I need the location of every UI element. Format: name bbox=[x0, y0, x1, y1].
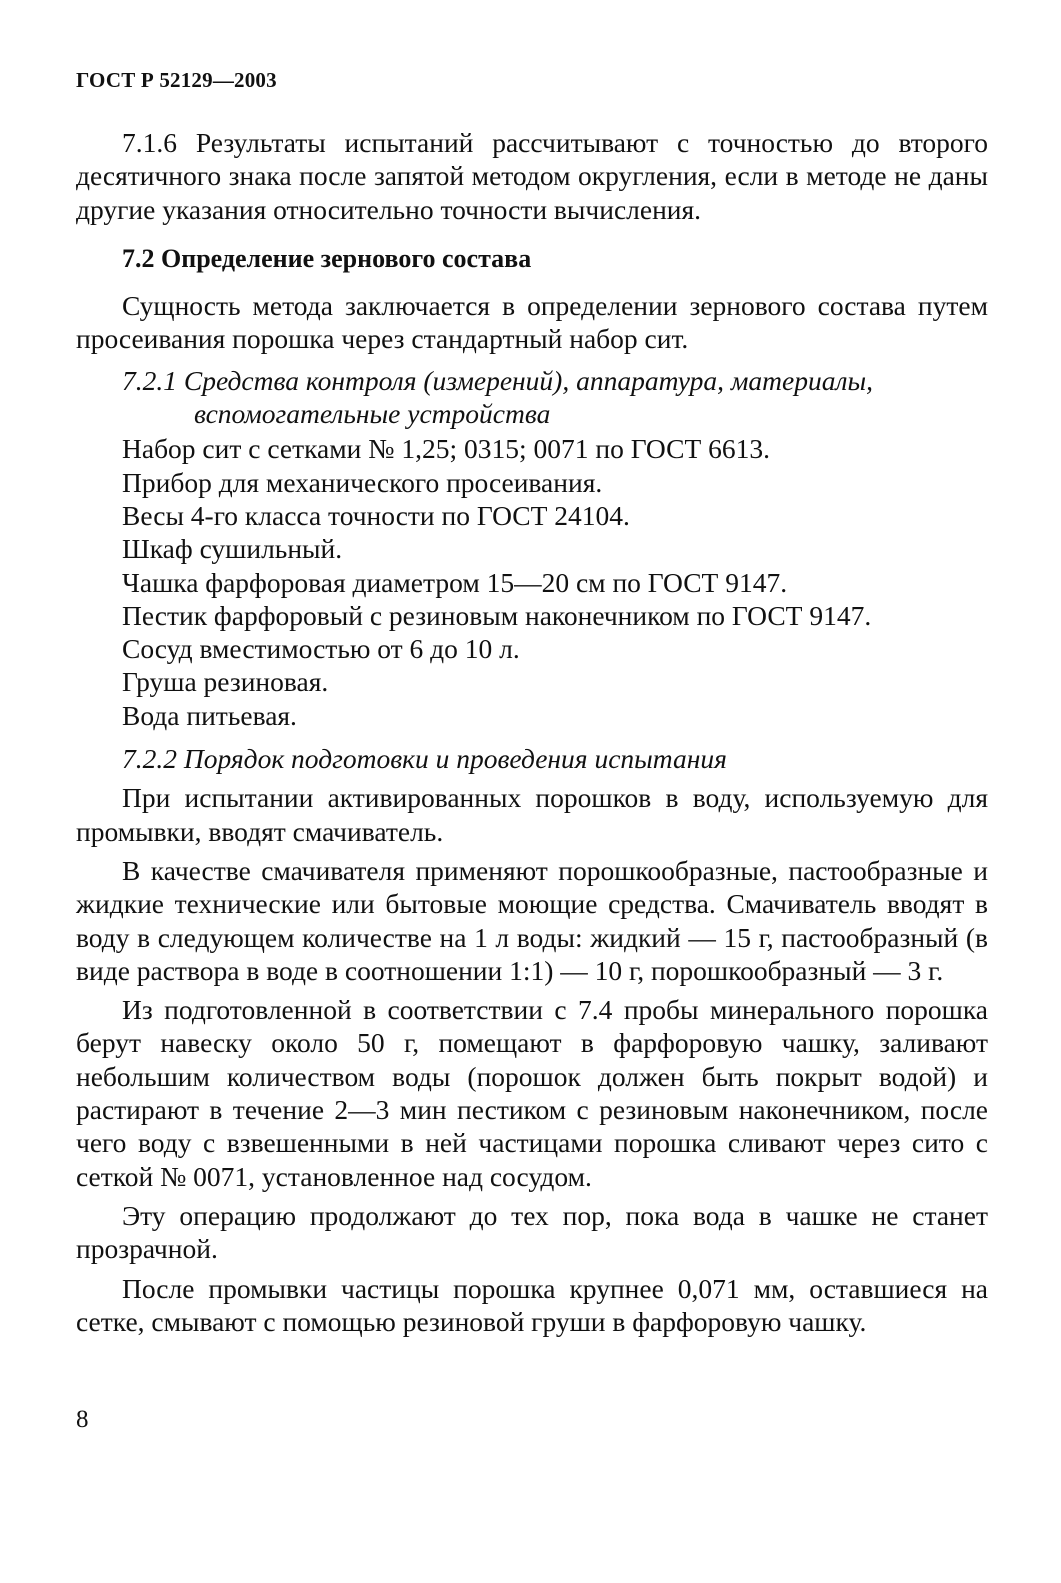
equipment-item: Пестик фарфоровый с резиновым наконечником по ГОСТ 9147. bbox=[122, 599, 872, 631]
equipment-item: Вода питьевая. bbox=[122, 699, 297, 731]
equipment-item: Шкаф сушильный. bbox=[122, 533, 343, 565]
procedure-paragraph: Эту операцию продолжают до тех пор, пока вода в чашке не станет прозрачной. bbox=[76, 1199, 988, 1265]
procedure-paragraph: При испытании активированных порошков в воду, используемую для промывки, вводят смачиватель. bbox=[76, 782, 988, 847]
equipment-item: Прибор для механического просеивания. bbox=[122, 466, 603, 498]
paragraph-7-1-6: 7.1.6 Результаты испытаний рассчитывают с точностью до второго десятичного знака после запятой методом округления, если в методе не даны другие указания относительно точности вычисления. bbox=[76, 127, 988, 225]
standard-header: ГОСТ Р 52129—2003 bbox=[76, 68, 277, 92]
equipment-item: Чашка фарфоровая диаметром 15—20 см по ГОСТ 9147. bbox=[122, 566, 788, 598]
equipment-item: Сосуд вместимостью от 6 до 10 л. bbox=[122, 633, 520, 665]
subsection-7-2-1-title-line1: 7.2.1 Средства контроля (измерений), аппаратура, материалы, bbox=[122, 364, 873, 396]
subsection-7-2-2-title: 7.2.2 Порядок подготовки и проведения испытания bbox=[122, 743, 727, 775]
subsection-7-2-1-title bbox=[76, 364, 988, 431]
document-body bbox=[76, 126, 988, 1338]
equipment-item: Груша резиновая. bbox=[122, 666, 329, 698]
procedure-paragraph: После промывки частицы порошка крупнее 0,071 мм, оставшиеся на сетке, смывают с помощью резиновой груши в фарфоровую чашку. bbox=[76, 1272, 988, 1337]
section-7-2-intro: Сущность метода заключается в определении зернового состава путем просеивания порошка через стандартный набор сит. bbox=[76, 290, 988, 355]
page-number: 8 bbox=[76, 1406, 89, 1433]
equipment-item: Набор сит с сетками № 1,25; 0315; 0071 по ГОСТ 6613. bbox=[122, 433, 771, 465]
section-7-2-title: 7.2 Определение зернового состава bbox=[122, 243, 532, 273]
procedure-paragraph: В качестве смачивателя применяют порошкообразные, пастообразные и жидкие технические или бытовые моющие средства. Смачиватель вводят в воду в следующем количестве на 1 л воды: жидкий — 15 г, пастообразный (в виде раствора в воде в соотношении 1:1) — 10 г, порошкообразный — 3 г. bbox=[76, 854, 988, 986]
equipment-item: Весы 4-го класса точности по ГОСТ 24104. bbox=[122, 499, 630, 531]
subsection-7-2-1-title-line2: вспомогательные устройства bbox=[194, 398, 551, 430]
procedure-paragraph: Из подготовленной в соответствии с 7.4 пробы минерального порошка берут навеску около 50 г, помещают в фарфоровую чашку, заливают небольшим количеством воды (порошок должен быть покрыт водой) и растирают в течение 2—3 мин пестиком с резиновым наконечником, после чего воду с взвешенными в ней частицами порошка сливают через сито с сеткой № 0071, установленное над сосудом. bbox=[76, 994, 988, 1192]
